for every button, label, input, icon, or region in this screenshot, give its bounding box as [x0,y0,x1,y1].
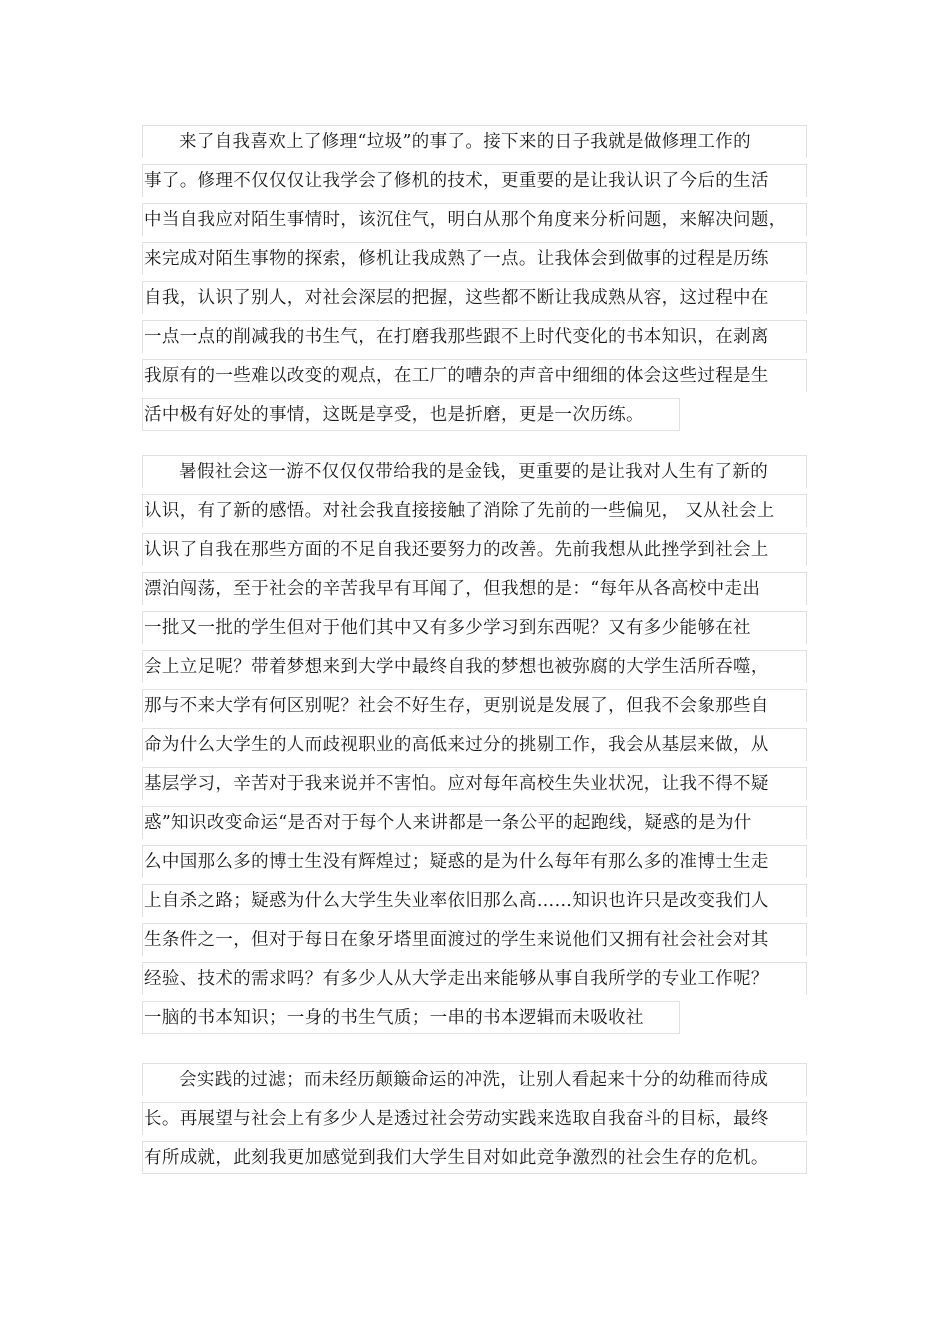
text-line: 来完成对陌生事物的探索，修机让我成熟了一点。让我体会到做事的过程是历练 [142,242,807,275]
paragraph-1 [142,125,807,437]
text-line: 会实践的过滤；而未经历颠簸命运的冲洗，让别人看起来十分的幼稚而待成 [142,1063,807,1096]
text-line: 命为什么大学生的人而歧视职业的高低来过分的挑剔工作，我会从基层来做，从 [142,728,807,761]
text-line: 长。再展望与社会上有多少人是透过社会劳动实践来选取自我奋斗的目标，最终 [142,1102,807,1135]
text-line: 一脑的书本知识；一身的书生气质；一串的书本逻辑而未吸收社 [142,1001,680,1034]
text-line: 认识，有了新的感悟。对社会我直接接触了消除了先前的一些偏见， 又从社会上 [142,494,807,527]
text-line: 中当自我应对陌生事情时，该沉住气，明白从那个角度来分析问题，来解决问题， [142,203,807,236]
text-line: 会上立足呢？带着梦想来到大学中最终自我的梦想也被弥腐的大学生活所吞噬， [142,650,807,683]
text-line: 基层学习，辛苦对于我来说并不害怕。应对每年高校生失业状况，让我不得不疑 [142,767,807,800]
text-line: 生条件之一，但对于每日在象牙塔里面渡过的学生来说他们又拥有社会社会对其 [142,923,807,956]
text-line: 自我，认识了别人，对社会深层的把握，这些都不断让我成熟从容，这过程中在 [142,281,807,314]
text-line: 那与不来大学有何区别呢？社会不好生存，更别说是发展了，但我不会象那些自 [142,689,807,722]
text-line: 惑”知识改变命运“是否对于每个人来讲都是一条公平的起跑线，疑惑的是为什 [142,806,807,839]
text-line: 认识了自我在那些方面的不足自我还要努力的改善。先前我想从此挫学到社会上 [142,533,807,566]
text-line: 我原有的一些难以改变的观点，在工厂的嘈杂的声音中细细的体会这些过程是生 [142,359,807,392]
text-line: 活中极有好处的事情，这既是享受，也是折磨，更是一次历练。 [142,398,680,431]
paragraph-2 [142,455,807,1040]
text-line: 一批又一批的学生但对于他们其中又有多少学习到东西呢？又有多少能够在社 [142,611,807,644]
text-line: 漂泊闯荡，至于社会的辛苦我早有耳闻了，但我想的是：“每年从各高校中走出 [142,572,807,605]
text-line: 一点一点的削减我的书生气，在打磨我那些跟不上时代变化的书本知识，在剥离 [142,320,807,353]
text-line: 来了自我喜欢上了修理“垃圾”的事了。接下来的日子我就是做修理工作的 [142,125,807,158]
paragraph-3 [142,1063,807,1180]
text-line: 有所成就，此刻我更加感觉到我们大学生目对如此竞争激烈的社会生存的危机。 [142,1141,807,1174]
text-line: 暑假社会这一游不仅仅仅带给我的是金钱，更重要的是让我对人生有了新的 [142,455,807,488]
text-line: 经验、技术的需求吗？有多少人从大学走出来能够从事自我所学的专业工作呢？ [142,962,807,995]
text-line: 事了。修理不仅仅仅让我学会了修机的技术，更重要的是让我认识了今后的生活 [142,164,807,197]
text-line: 上自杀之路；疑惑为什么大学生失业率依旧那么高……知识也许只是改变我们人 [142,884,807,917]
text-line: 么中国那么多的博士生没有辉煌过；疑惑的是为什么每年有那么多的准博士生走 [142,845,807,878]
